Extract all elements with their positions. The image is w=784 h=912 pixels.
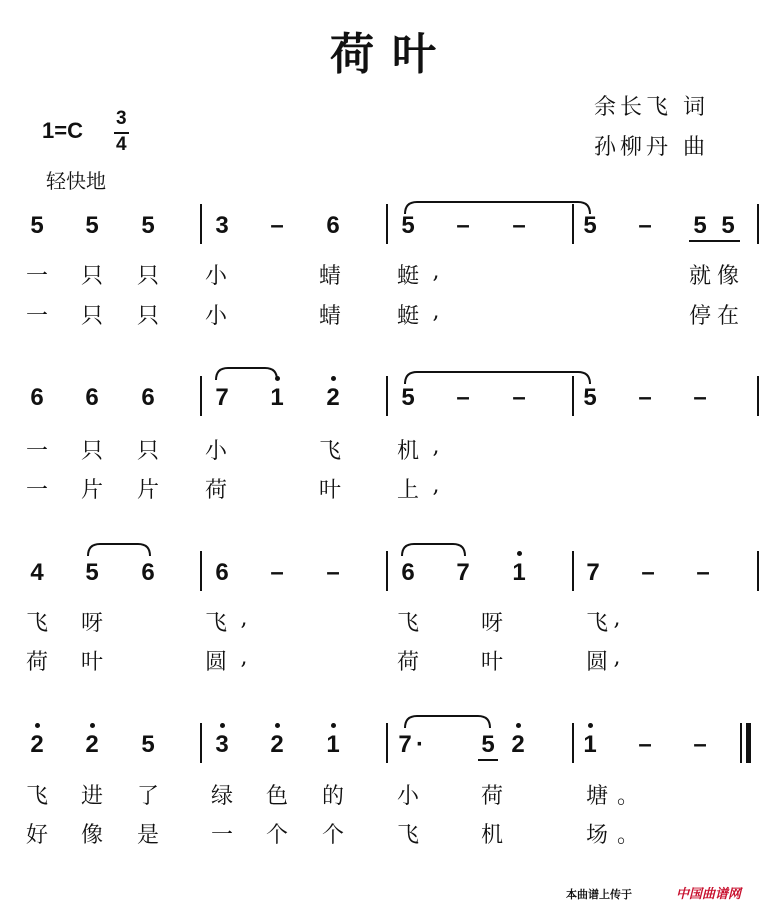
slur: [405, 716, 490, 728]
lyric-char: 圆: [585, 650, 608, 675]
note: 3: [215, 212, 229, 239]
lyric-char: ,: [240, 606, 248, 631]
lyric-char: 只: [136, 304, 159, 329]
note: 6: [141, 384, 155, 411]
lyric-char: 圆: [204, 650, 227, 675]
lyric-char: 一: [25, 478, 48, 503]
note: 2: [85, 731, 99, 758]
note: 1: [270, 384, 284, 411]
sustain-dash: –: [641, 559, 655, 586]
lyric-char: 的: [321, 784, 344, 809]
note: 6: [85, 384, 99, 411]
note: 7: [456, 559, 470, 586]
sustain-dash: –: [512, 384, 526, 411]
footer-upload-text: 本曲谱上传于: [566, 888, 632, 901]
lyric-char: 飞: [396, 611, 419, 636]
note: 5: [481, 731, 495, 758]
note: 1: [326, 731, 340, 758]
sustain-dash: –: [638, 731, 652, 758]
lyric-char: 叶: [80, 650, 103, 675]
sustain-dash: –: [456, 384, 470, 411]
lyric-char: 飞: [585, 611, 608, 636]
note: 5: [141, 731, 155, 758]
lyric-char: 个: [265, 823, 288, 848]
lyric-char: 就: [688, 264, 711, 289]
note: 7: [215, 384, 229, 411]
note: 7: [398, 731, 412, 758]
sustain-dash: –: [512, 212, 526, 239]
lyric-char: ,: [240, 645, 248, 670]
lyric-char: 好: [25, 823, 48, 848]
note: 1: [583, 731, 597, 758]
note: 7: [586, 559, 600, 586]
lyric-char: 小: [204, 439, 227, 464]
lyricist-credit: 余长飞 词: [594, 95, 709, 120]
lyric-char: 在: [716, 304, 739, 329]
lyric-char: ,: [432, 434, 440, 459]
slur: [216, 368, 277, 380]
lyric-char: 蜓: [396, 264, 419, 289]
note: 6: [30, 384, 44, 411]
sustain-dash: –: [456, 212, 470, 239]
lyric-char: ,: [613, 606, 621, 631]
sustain-dash: –: [696, 559, 710, 586]
key-signature: 1=C: [42, 118, 83, 143]
lyric-char: 飞: [25, 784, 48, 809]
slur: [88, 544, 150, 556]
note: 6: [401, 559, 415, 586]
lyric-char: 一: [210, 823, 233, 848]
note: 5: [721, 212, 735, 239]
lyric-char: 上: [396, 478, 419, 503]
lyric-char: 只: [80, 304, 103, 329]
lyric-char: 飞: [204, 611, 227, 636]
note: 2: [511, 731, 525, 758]
lyric-char: 只: [80, 264, 103, 289]
note: 1: [512, 559, 526, 586]
lyric-char: 进: [80, 784, 103, 809]
lyric-char: 色: [265, 784, 288, 809]
lyric-char: 一: [25, 439, 48, 464]
lyric-char: 呀: [480, 611, 503, 636]
tempo-marking: 轻快地: [46, 169, 106, 193]
sustain-dash: –: [326, 559, 340, 586]
lyric-char: 叶: [318, 478, 341, 503]
note: 5: [85, 559, 99, 586]
lyric-char: 荷: [25, 650, 48, 675]
song-title: 荷叶: [330, 29, 454, 80]
note: 5: [693, 212, 707, 239]
lyric-char: 只: [136, 439, 159, 464]
lyric-char: 荷: [204, 478, 227, 503]
lyric-char: 飞: [318, 439, 341, 464]
lyric-char: 片: [136, 478, 159, 503]
time-signature-bottom: 4: [116, 134, 127, 155]
note: 5: [583, 212, 597, 239]
sustain-dash: –: [693, 731, 707, 758]
note: 2: [30, 731, 44, 758]
note: 4: [30, 559, 44, 586]
lyric-char: 。: [616, 823, 639, 848]
lyric-char: 。: [616, 784, 639, 809]
note: 3: [215, 731, 229, 758]
time-signature-top: 3: [116, 108, 127, 129]
lyric-char: 小: [204, 264, 227, 289]
composer-credit: 孙柳丹 曲: [594, 135, 709, 160]
lyric-char: 只: [136, 264, 159, 289]
sustain-dash: –: [638, 384, 652, 411]
sustain-dash: –: [270, 212, 284, 239]
lyric-char: 只: [80, 439, 103, 464]
lyric-char: 蜻: [318, 264, 341, 289]
lyric-char: 呀: [80, 611, 103, 636]
lyric-char: 绿: [210, 784, 233, 809]
lyric-char: 像: [80, 823, 103, 848]
augmentation-dot: ·: [416, 731, 424, 758]
lyric-char: 叶: [480, 650, 503, 675]
lyric-char: 一: [25, 264, 48, 289]
lyric-char: 蜓: [396, 304, 419, 329]
lyric-char: 机: [396, 439, 419, 464]
site-logo: 中国曲谱网: [676, 887, 742, 902]
lyric-char: 小: [396, 784, 419, 809]
lyric-char: ,: [432, 473, 440, 498]
note: 5: [85, 212, 99, 239]
lyric-char: 飞: [25, 611, 48, 636]
slur: [405, 372, 590, 384]
lyric-char: 一: [25, 304, 48, 329]
lyric-char: 片: [80, 478, 103, 503]
note: 2: [270, 731, 284, 758]
lyric-char: ,: [432, 299, 440, 324]
lyric-char: 了: [136, 784, 159, 809]
slur: [405, 202, 590, 214]
lyric-char: 小: [204, 304, 227, 329]
note: 5: [583, 384, 597, 411]
note: 5: [401, 212, 415, 239]
lyric-char: 飞: [396, 823, 419, 848]
note: 5: [30, 212, 44, 239]
sustain-dash: –: [693, 384, 707, 411]
note: 5: [141, 212, 155, 239]
sustain-dash: –: [638, 212, 652, 239]
lyric-char: 场: [585, 823, 608, 848]
note: 6: [141, 559, 155, 586]
lyric-char: 机: [480, 823, 503, 848]
lyric-char: 停: [688, 304, 711, 329]
note: 6: [215, 559, 229, 586]
slur: [402, 544, 465, 556]
lyric-char: 荷: [396, 650, 419, 675]
lyric-char: ,: [613, 645, 621, 670]
note: 5: [401, 384, 415, 411]
sustain-dash: –: [270, 559, 284, 586]
lyric-char: 是: [136, 823, 159, 848]
lyric-char: 塘: [585, 784, 608, 809]
lyric-char: ,: [432, 259, 440, 284]
lyric-char: 个: [321, 823, 344, 848]
lyric-char: 像: [716, 264, 739, 289]
note: 2: [326, 384, 340, 411]
lyric-char: 荷: [480, 784, 503, 809]
lyric-char: 蜻: [318, 304, 341, 329]
note: 6: [326, 212, 340, 239]
